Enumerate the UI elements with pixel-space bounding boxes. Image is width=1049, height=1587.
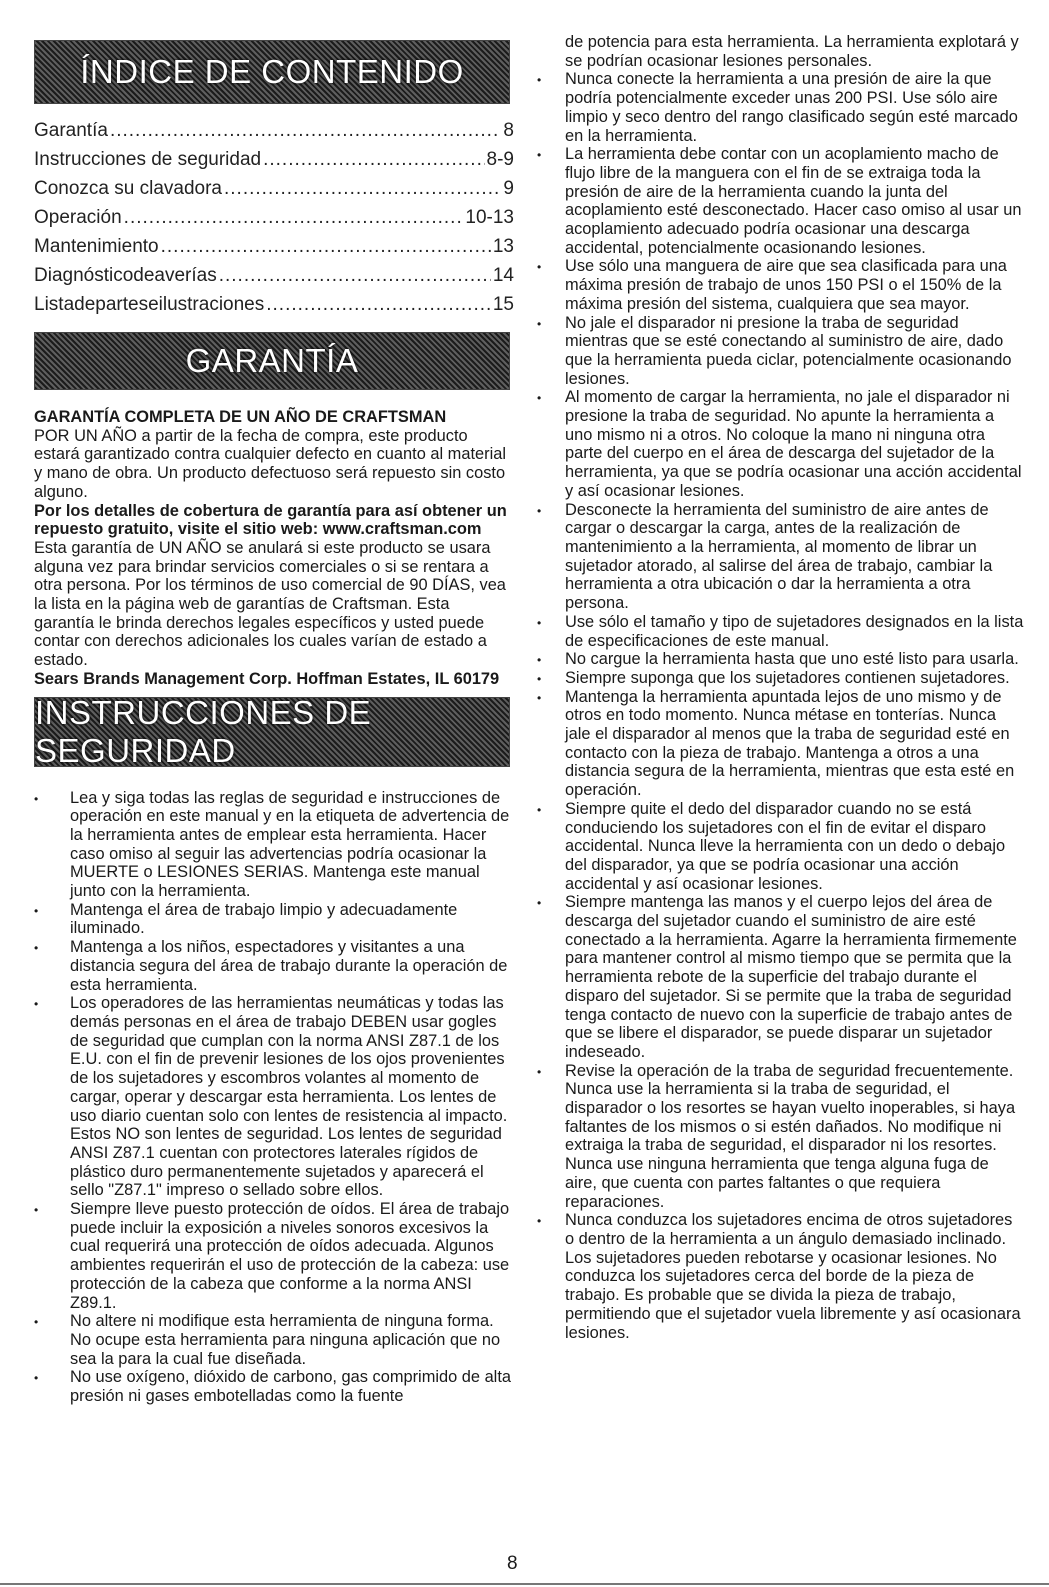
toc-entry[interactable] <box>34 116 514 145</box>
list-item: • No jale el disparador ni presione la traba de seguridad mientras que se esté conectando al suministro de aire, dado que la herramienta pueda ciclar, potencialmente ocasionando lesiones. <box>537 313 1012 388</box>
safety-list-left <box>34 789 514 1406</box>
bullet-icon: • <box>537 802 542 817</box>
bullet-icon: • <box>537 690 542 705</box>
list-item: • Desconecte la herramienta del suministro de aire antes de cargar o descargar la carga, antes de la realización de mantenimiento a la herramienta, al momento de librar un sujetador atorado, al salirse del área de trabajo, cambiar la herramienta a otra ubicación o dar la herramienta a otra persona. <box>537 500 993 613</box>
bullet-icon: • <box>537 73 542 88</box>
warranty-company: Sears Brands Management Corp. Hoffman Estates, IL 60179 <box>34 669 500 688</box>
list-item: • Use sólo una manguera de aire que sea clasificada para una máxima presión de trabajo de unos 150 PSI o el 150% de la máxima presión del sistema, cualquiera que sea mayor. <box>537 257 1007 313</box>
bullet-icon: • <box>537 503 542 518</box>
toc-page: 9 <box>503 178 514 199</box>
list-item: • Siempre mantenga las manos y el cuerpo lejos del área de descarga del sujetador cuando el suministro de aire esté conectado a la herramienta. Agarre la herramienta firmemente para mantener control al mismo tiempo que se permita que la herramienta rebote de la superficie del trabajo durante el disparo del sujetador. Si se permite que la traba de seguridad tenga contacto de nuevo con la superficie de trabajo antes de que se libere el disparador, se puede disparar un sujetador indeseado. <box>537 893 1017 1061</box>
toc-page: 8-9 <box>486 149 514 170</box>
list-item: • Siempre lleve puesto protección de oídos. El área de trabajo puede incluir la exposición a niveles sonoros excesivos la cual requerirá una protección de oídos adecuada. Algunos ambientes requerirán el uso de protección de la cabeza: use protección de la cabeza que conforme a la norma ANSI Z89.1. <box>34 1200 510 1312</box>
toc-label: Instrucciones de seguridad <box>34 149 262 170</box>
toc-entry[interactable] <box>34 261 514 290</box>
list-item: • Los operadores de las herramientas neumáticas y todas las demás personas en el área de trabajo DEBEN usar gogles de seguridad que cumplan con la norma ANSI Z87.1 de los E.U. con el fin de prevenir lesiones de los ojos provenientes de los sujetadores y escombros volantes al momento de cargar, operar y descargar esta herramienta. Los lentes de uso diario cuentan solo con lentes de resistencia al impacto. Estos NO son lentes de seguridad. Los lentes de seguridad ANSI Z87.1 cuentan con protectores laterales rígidos de plástico duro permanentemente sujetados y aparecerá el sello "Z87.1" impreso o sellado sobre ellos. <box>34 994 508 1200</box>
toc-entry[interactable] <box>34 174 514 203</box>
toc-label: Conozca su clavadora <box>34 178 222 199</box>
safety-list-right <box>537 70 1025 1342</box>
bullet-icon: • <box>34 1371 39 1386</box>
toc-label: Garantía <box>34 120 108 141</box>
index-banner: ÍNDICE DE CONTENIDO <box>34 40 510 104</box>
toc-page: 15 <box>492 294 514 315</box>
bullet-icon: • <box>537 896 542 911</box>
bullet-icon: • <box>34 791 39 806</box>
warranty-banner: GARANTÍA <box>34 332 510 390</box>
bullet-icon: • <box>34 997 39 1012</box>
list-item: • Al momento de cargar la herramienta, no jale el disparador ni presione la traba de seguridad. No apunte la herramienta a uno mismo ni a otros. No coloque la mano ni ninguna otra parte del cuerpo en el área de descarga del sujetador de la herramienta, ya que se podría ocasionar una acción accidental y así ocasionar lesiones. <box>537 388 1022 500</box>
list-item: • Siempre quite el dedo del disparador cuando no se está conduciendo los sujetadores con el fin de evitar el disparo accidental. Nunca lleve la herramienta con un dedo o debajo del disparador, ya que se podría ocasionar una acción accidental y así ocasionar lesiones. <box>537 799 1006 893</box>
warranty-heading: GARANTÍA COMPLETA DE UN AÑO DE CRAFTSMAN <box>34 408 447 426</box>
list-item: • Mantenga el área de trabajo limpio y adecuadamente iluminado. <box>34 900 458 938</box>
toc-label: Listadeparteseilustraciones <box>34 294 265 315</box>
toc-label: Mantenimiento <box>34 236 159 257</box>
bullet-icon: • <box>537 653 542 668</box>
list-item: • Siempre suponga que los sujetadores contienen sujetadores. <box>537 668 1010 687</box>
list-item: • Mantenga la herramienta apuntada lejos de uno mismo y de otros en todo momento. Nunca métase en tonterías. Nunca jale el disparador al menos que la traba de seguridad esté en contacto con la pieza de trabajo. Mantenga a otros a una distancia segura de la herramienta, mientras que esta esté en operación. <box>537 687 1015 800</box>
bullet-icon: • <box>537 148 542 163</box>
toc-page: 8 <box>503 120 514 141</box>
safety-banner: INSTRUCCIONES DE SEGURIDAD <box>34 697 510 767</box>
toc-label: Operación <box>34 207 122 228</box>
list-item: • Use sólo el tamaño y tipo de sujetadores designados en la lista de especificaciones de este manual. <box>537 612 1024 650</box>
list-item: • No cargue la herramienta hasta que uno esté listo para usarla. <box>537 650 1019 669</box>
list-item: • No use oxígeno, dióxido de carbono, gas comprimido de alta presión ni gases embotelladas como la fuente <box>34 1368 511 1406</box>
bullet-icon: • <box>537 1214 542 1229</box>
bullet-icon: • <box>34 903 39 918</box>
toc-entry[interactable] <box>34 290 514 319</box>
list-item: • Revise la operación de la traba de seguridad frecuentemente. Nunca use la herramienta si la traba de seguridad, el disparador o los resortes se hayan vuelto inoperables, si haya faltantes de los mismos o si estén dañados. No modifique ni extraiga la traba de seguridad, el disparador ni los resortes. Nunca use ninguna herramienta que tenga alguna fuga de aire, que cuenta con partes faltantes o que requiera reparaciones. <box>537 1061 1016 1211</box>
warranty-paragraph: POR UN AÑO a partir de la fecha de compra, este producto estará garantizado contra cualquier defecto en cuanto al material y mano de obra. Un producto defectuoso será repuesto sin costo alguno. <box>34 426 506 501</box>
bullet-icon: • <box>34 1203 39 1218</box>
bullet-icon: • <box>537 316 542 331</box>
toc-entry[interactable] <box>34 203 514 232</box>
warranty-terms: Esta garantía de UN AÑO se anulará si este producto se usara alguna vez para brindar servicios comerciales o si se rentara a otra persona. Por los términos de uso comercial de 90 DÍAS, vea la lista en la página web de garantías de Craftsman. Esta garantía le brinda derechos legales específicos y usted puede contar con derechos adicionales los cuales varían de estado a estado. <box>34 538 506 670</box>
list-item: • Mantenga a los niños, espectadores y visitantes a una distancia segura del área de trabajo durante la operación de esta herramienta. <box>34 938 508 994</box>
toc-page: 14 <box>492 265 514 286</box>
bullet-icon: • <box>537 1064 542 1079</box>
list-item: • Nunca conduzca los sujetadores encima de otros sujetadores o dentro de la herramienta a un ángulo demasiado inclinado. Los sujetadores pueden rebotarse y ocasionar lesiones. No conduzca los sujetadores cerca del borde de la pieza de trabajo. Es probable que se divida la pieza de trabajo, permitiendo que el sujetador vuela libremente y así ocasionara lesiones. <box>537 1211 1021 1342</box>
left-column <box>34 0 514 1406</box>
bullet-icon: • <box>537 671 542 686</box>
warranty-website-note: Por los detalles de cobertura de garantía para así obtener un repuesto gratuito, visite el sitio web: www.craftsman.com <box>34 501 507 539</box>
page-number: 8 <box>507 1553 518 1574</box>
toc-label: Diagnósticodeaverías <box>34 265 217 286</box>
toc-entry[interactable] <box>34 145 514 174</box>
safety-continued-text: de potencia para esta herramienta. La herramienta explotará y se podrían ocasionar lesiones personales. <box>565 33 1019 70</box>
bullet-icon: • <box>34 1315 39 1330</box>
list-item: • Nunca conecte la herramienta a una presión de aire la que podría potencialmente exceder unas 200 PSI. Use sólo aire limpio y seco dentro del rango clasificado según esté marcado en la herramienta. <box>537 70 1018 145</box>
list-item: • No altere ni modifique esta herramienta de ninguna forma. No ocupe esta herramienta para ninguna aplicación que no sea la para la cual fue diseñada. <box>34 1312 501 1368</box>
bullet-icon: • <box>537 391 542 406</box>
bullet-icon: • <box>537 260 542 275</box>
bullet-icon: • <box>34 941 39 956</box>
toc-page: 10-13 <box>465 207 514 228</box>
bullet-icon: • <box>537 615 542 630</box>
list-item: • Lea y siga todas las reglas de seguridad e instrucciones de operación en este manual y en la etiqueta de advertencia de la herramienta antes de emplear esta herramienta. Hacer caso omiso al seguir las advertencias podría ocasionar la MUERTE o LESIONES SERIAS. Mantenga este manual junto con la herramienta. <box>34 788 510 901</box>
right-column <box>537 33 1025 1342</box>
toc-entry[interactable] <box>34 232 514 261</box>
list-item: • La herramienta debe contar con un acoplamiento macho de flujo libre de la manguera con el fin de se extraiga toda la presión de aire de la herramienta cuando la junta del acoplamiento esté desconectado. Hacer caso omiso al usar un acoplamiento adecuado podría ocasionar una descarga accidental, potencialmente ocasionando lesiones. <box>537 145 1022 257</box>
footer-divider <box>0 1583 1049 1585</box>
table-of-contents <box>34 116 514 319</box>
toc-page: 13 <box>492 236 514 257</box>
